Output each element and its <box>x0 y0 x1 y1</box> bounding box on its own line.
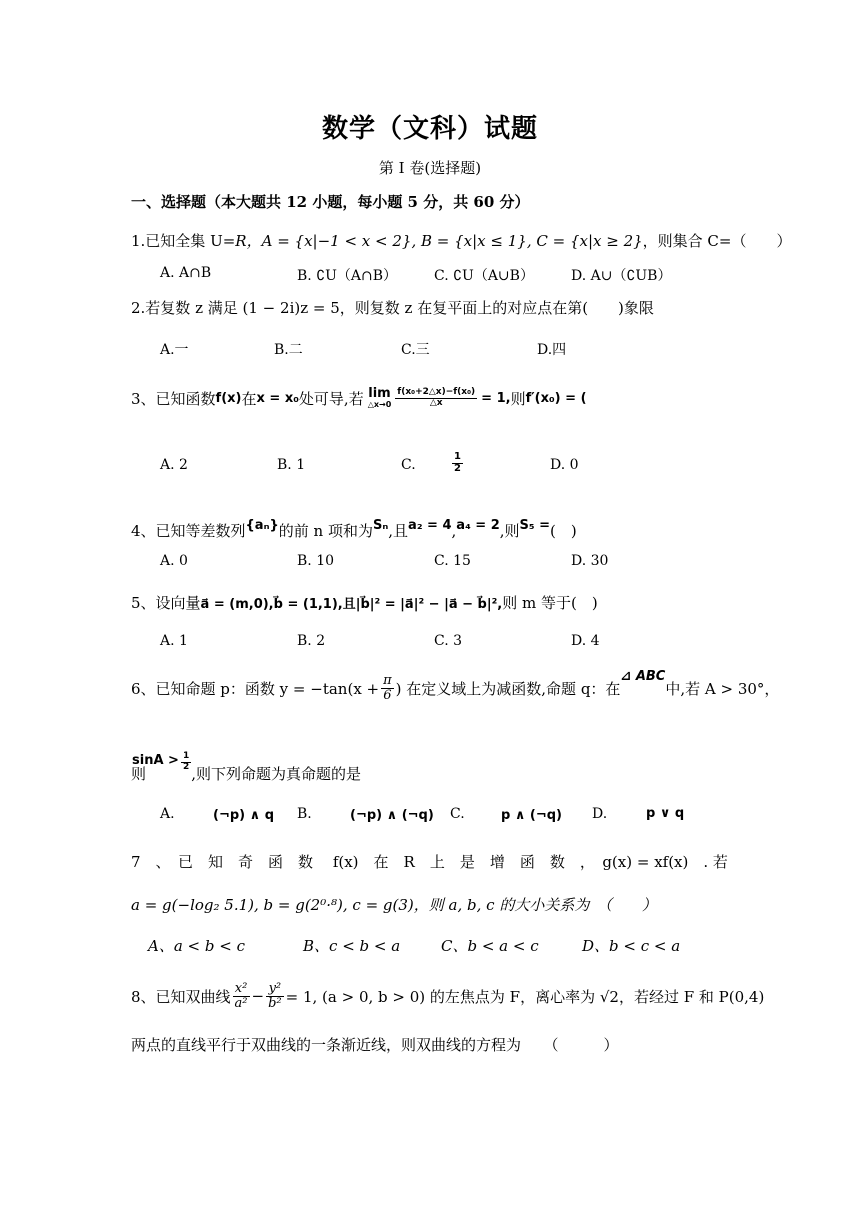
q8-condition: = 1, (a > 0, b > 0) 的左焦点为 F，离心率为 √2，若经过 F 和 P(0,4) <box>285 987 765 1006</box>
q4-comma: , <box>451 522 457 540</box>
q2-option-d: D.四 <box>537 342 567 358</box>
q1-universe: R <box>235 232 247 250</box>
q3-option-c-num: 1 <box>454 451 461 462</box>
question-6-line2 <box>131 744 361 784</box>
q3-limit <box>368 387 392 409</box>
q3-denominator: △x <box>429 397 443 408</box>
q5-option-c: C. 3 <box>434 633 463 649</box>
question-7-line2: a = g(−log₂ 5.1), b = g(2⁰·⁸), c = g(3)，则 a, b, c 的大小关系为 （ ） <box>131 896 657 914</box>
q4-a4: a₄ = 2 <box>456 518 500 533</box>
q5-vector-b: b⃗ = (1,1), <box>273 597 343 612</box>
q4-option-c: C. 15 <box>434 553 471 569</box>
q1-prefix: 1.已知全集 U= <box>131 232 236 250</box>
q7-option-b: B、c < b < a <box>303 937 401 955</box>
q3-lim: lim <box>368 385 391 401</box>
q4-option-b: B. 10 <box>297 553 335 569</box>
q6-option-b-expr: (¬p) ∧ (¬q) <box>350 808 434 823</box>
question-3 <box>131 378 587 418</box>
q7-option-c: C、b < a < c <box>441 937 539 955</box>
q3-eq: = 1, <box>481 390 511 406</box>
q8-prefix: 8、已知双曲线 <box>131 987 231 1006</box>
q2-option-a: A.一 <box>160 342 189 358</box>
q5-suffix: 则 m 等于( ) <box>502 594 598 612</box>
q1-sets: ，A = {x|−1 < x < 2}, B = {x|x ≤ 1}, C = {x|x ≥ 2} <box>246 232 643 250</box>
question-6 <box>131 668 779 708</box>
question-5 <box>131 592 598 613</box>
q3-option-c: C. <box>401 457 416 473</box>
question-2: 2.若复数 z 满足 (1 − 2i)z = 5，则复数 z 在复平面上的对应点在第( )象限 <box>131 299 654 317</box>
q6-option-b: B. <box>297 806 312 822</box>
question-1 <box>131 230 791 251</box>
volume-subtitle: 第 I 卷(选择题) <box>378 159 482 177</box>
q1-option-b: B. ∁U（A∩B） <box>297 268 398 284</box>
q4-sn: Sₙ <box>372 518 389 533</box>
q3-option-c-fraction <box>452 452 463 474</box>
q6-mid: ) 在定义域上为减函数,命题 q：在 <box>395 679 621 698</box>
q8-y-fraction <box>266 982 284 1010</box>
q1-suffix: ，则集合 C=（ ） <box>642 232 792 250</box>
q5-prefix: 5、设向量 <box>131 594 201 612</box>
q6-triangle: ⊿ ABC <box>620 668 666 684</box>
section-heading: 一、选择题（本大题共 12 小题，每小题 5 分，共 60 分） <box>131 193 530 211</box>
q3-lim-sub: △x→0 <box>367 399 392 409</box>
q3-option-c-den: 2 <box>454 462 461 474</box>
q4-paren: ( ) <box>550 522 577 540</box>
q6-half-fraction <box>181 752 191 772</box>
q6-prefix: 6、已知命题 p：函数 y = −tan(x + <box>131 679 380 698</box>
q1-option-d: D. A∪（∁UB） <box>571 268 672 284</box>
q3-option-a: A. 2 <box>160 457 188 473</box>
q5-option-b: B. 2 <box>297 633 326 649</box>
q4-prefix: 4、已知等差数列 <box>131 522 246 540</box>
q4-option-a: A. 0 <box>160 553 188 569</box>
q8-minus: − <box>251 987 265 1005</box>
q8-x-fraction <box>233 982 250 1010</box>
q5-condition: 且|b⃗|² = |a⃗|² − |a⃗ − b⃗|², <box>342 597 503 612</box>
q3-option-d: D. 0 <box>550 457 579 473</box>
q3-numerator: f(x₀+2△x)−f(x₀) <box>397 387 476 398</box>
q3-x0: x = x₀ <box>256 390 299 406</box>
q6-half-den: 2 <box>182 761 190 772</box>
q3-fraction <box>395 388 477 408</box>
question-8 <box>131 974 764 1018</box>
q6-option-a: A. <box>160 806 175 822</box>
q8-y2: y² <box>266 982 284 997</box>
q3-fx: f(x) <box>215 390 242 406</box>
q3-prefix: 3、已知函数 <box>131 389 216 408</box>
q7-option-a: A、a < b < c <box>148 937 245 955</box>
q3-then: 则 <box>510 389 526 408</box>
q8-a2: a² <box>234 995 248 1011</box>
q3-diff: 处可导,若 <box>298 389 364 408</box>
q6-option-c: C. <box>450 806 465 822</box>
q6-pi-num: π <box>383 672 392 688</box>
q6-option-a-expr: (¬p) ∧ q <box>213 808 274 823</box>
q6-sin: sinA > <box>132 753 179 768</box>
q4-s5: S₅ = <box>519 518 551 533</box>
question-7-line1: 7 、 已 知 奇 函 数 f(x) 在 R 上 是 增 函 数 ， g(x) = xf(x) . 若 <box>131 853 728 871</box>
q6-option-d-expr: p ∨ q <box>646 806 685 821</box>
q4-and: ,且 <box>388 522 409 540</box>
q8-x2: x² <box>233 982 250 997</box>
q6-condition: 中,若 A > 30°， <box>665 679 780 698</box>
q6-pi-den: 6 <box>383 687 392 703</box>
q6-tail: ,则下列命题为真命题的是 <box>191 765 361 783</box>
q4-option-d: D. 30 <box>571 553 609 569</box>
q2-option-b: B.二 <box>274 342 303 358</box>
q6-pi-fraction <box>381 674 394 702</box>
q3-ask: f′(x₀) = ( <box>525 390 587 406</box>
q1-option-c: C. ∁U（A∪B） <box>434 268 534 284</box>
question-8-line2: 两点的直线平行于双曲线的一条渐近线，则双曲线的方程为 （ ） <box>131 1036 619 1054</box>
q5-vector-a: a⃗ = (m,0), <box>200 597 274 612</box>
q5-option-d: D. 4 <box>571 633 600 649</box>
q1-option-a: A. A∩B <box>160 265 212 281</box>
q6-option-c-expr: p ∧ (¬q) <box>501 808 562 823</box>
q4-a2: a₂ = 4 <box>408 518 452 533</box>
q3-option-b: B. 1 <box>277 457 306 473</box>
q4-then: ,则 <box>499 522 520 540</box>
q7-option-d: D、b < c < a <box>582 937 681 955</box>
q8-b2: b² <box>268 995 282 1011</box>
q4-mid: 的前 n 项和为 <box>278 522 373 540</box>
q6-option-d: D. <box>592 806 608 822</box>
q2-option-c: C.三 <box>401 342 430 358</box>
q6-ze: 则 <box>131 765 147 783</box>
q5-option-a: A. 1 <box>160 633 188 649</box>
question-4 <box>131 520 577 541</box>
q6-half-num: 1 <box>182 751 190 762</box>
page-title: 数学（文科）试题 <box>321 114 538 144</box>
q4-seq: {aₙ} <box>245 518 279 533</box>
q3-at: 在 <box>241 389 257 408</box>
